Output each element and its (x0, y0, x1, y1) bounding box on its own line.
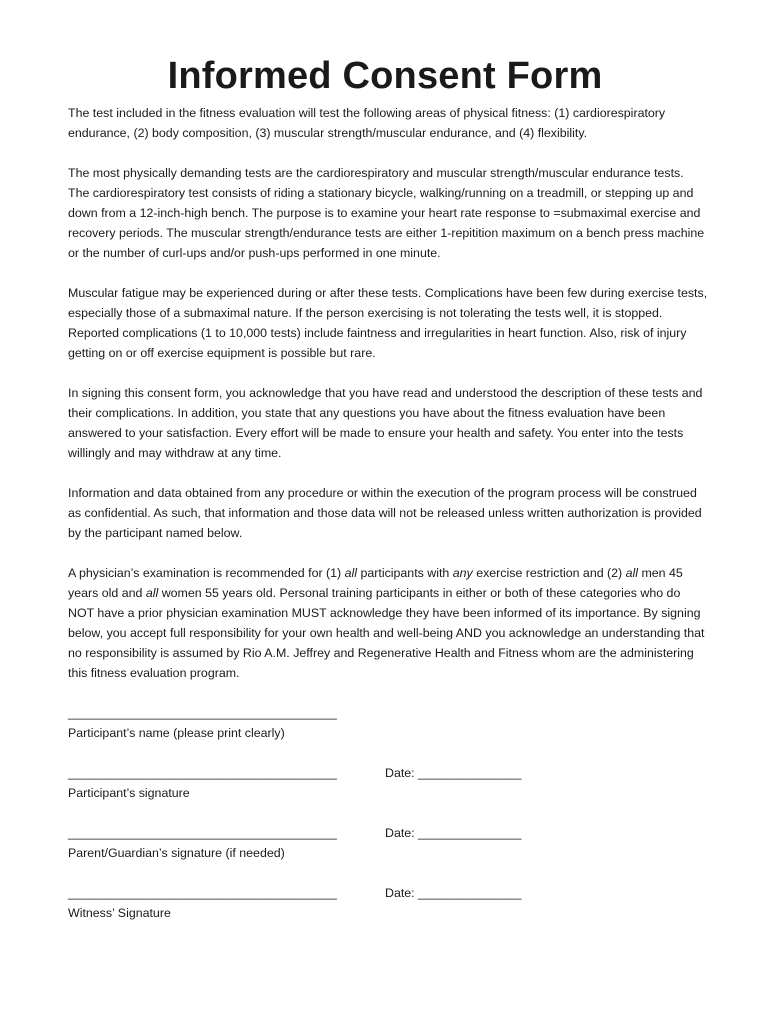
guardian-signature-line[interactable]: _______________________________________ (68, 826, 337, 840)
physician-emphasis-all-3: all (145, 586, 159, 600)
participant-signature-line[interactable]: _______________________________________ (68, 766, 337, 780)
witness-signature-label: Witness’ Signature (68, 906, 171, 920)
physician-text-3: exercise restriction and (2) (472, 566, 626, 580)
physician-text-1: A physician’s examination is recommended for (1) (68, 566, 345, 580)
participant-name-label: Participant’s name (please print clearly) (68, 726, 285, 740)
physician-text-2: participants with (357, 566, 453, 580)
physician-emphasis-all-1: all (344, 566, 358, 580)
witness-date-field[interactable]: Date: _______________ (385, 886, 522, 900)
physician-text-5: women 55 years old. Personal training participants in either or both of these categories who do NOT have a prior physician examination MUST acknowledge they have been informed of its importance. By signing below, you accept full responsibility for your own health and well-being AND you acknowledge an understanding that no responsibility is assumed by Rio A.M. Jeffrey and Regenerative Health and Fitness whom are the administering this fitness evaluation program. (68, 586, 705, 680)
participant-date-field[interactable]: Date: _______________ (385, 766, 522, 780)
witness-signature-line[interactable]: _______________________________________ (68, 886, 337, 900)
guardian-signature-label: Parent/Guardian’s signature (if needed) (68, 846, 285, 860)
paragraph-tested-areas: The test included in the fitness evaluation will test the following areas of physical fitness: (1) cardiorespiratory endurance, (2) body composition, (3) muscular strength/muscular endurance, and (4) flexibility. (68, 106, 666, 140)
physician-emphasis-any: any (452, 566, 473, 580)
physician-text-4: men 45 years old and (68, 566, 683, 600)
page-title: Informed Consent Form (167, 55, 603, 97)
paragraph-confidentiality: Information and data obtained from any procedure or within the execution of the program process will be construed as confidential. As such, that information and those data will not be released unless written authorization is provided by the participant named below. (68, 486, 702, 540)
paragraph-physician-exam (68, 563, 708, 683)
paragraph-acknowledgement: In signing this consent form, you acknowledge that you have read and understood the description of these tests and their complications. In addition, you state that any questions you have about the fitness evaluation have been answered to your satisfaction. Every effort will be made to ensure your health and safety. You enter into the tests willingly and may withdraw at any time. (68, 386, 703, 460)
physician-emphasis-all-2: all (625, 566, 639, 580)
guardian-date-field[interactable]: Date: _______________ (385, 826, 522, 840)
paragraph-muscular-fatigue: Muscular fatigue may be experienced during or after these tests. Complications have been few during exercise tests, especially those of a submaximal nature. If the person exercising is not tolerating the tests well, it is stopped. Reported complications (1 to 10,000 tests) include faintness and irregularities in heart function. Also, risk of injury getting on or off exercise equipment is possible but rare. (68, 286, 708, 360)
participant-name-line[interactable]: _______________________________________ (68, 706, 337, 720)
paragraph-demanding-tests: The most physically demanding tests are the cardiorespiratory and muscular strength/muscular endurance tests. The cardiorespiratory test consists of riding a stationary bicycle, walking/running on a treadmill, or stepping up and down from a 12-inch-high bench. The purpose is to examine your heart rate response to =submaximal exercise and recovery periods. The muscular strength/endurance tests are either 1-repitition maximum on a bench press machine or the number of curl-ups and/or push-ups performed in one minute. (68, 166, 705, 260)
participant-signature-label: Participant’s signature (68, 786, 190, 800)
